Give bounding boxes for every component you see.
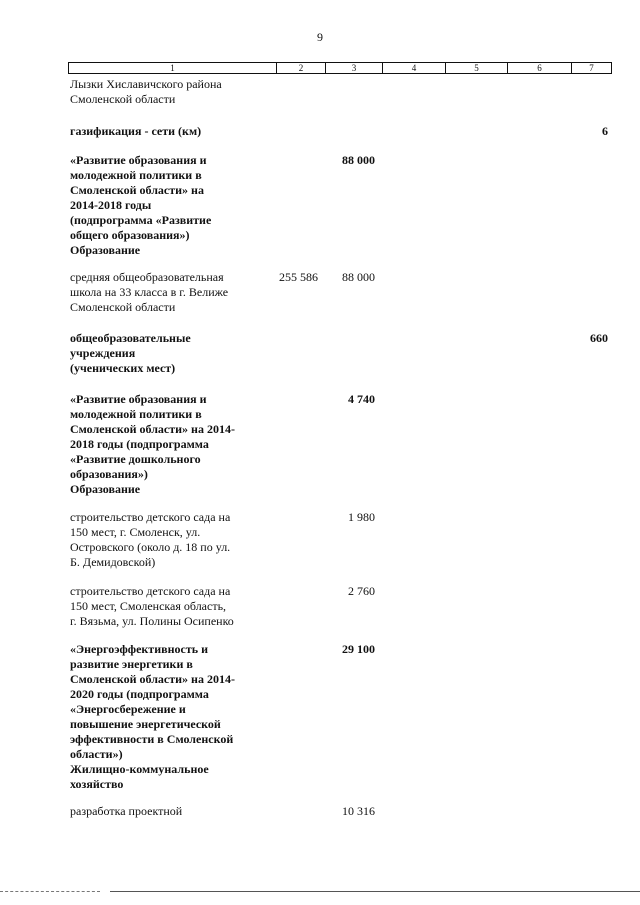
row-name: Лызки Хиславичского района Смоленской области (70, 77, 222, 106)
column-header-3: 3 (326, 63, 383, 73)
row-name: «Развитие образования и молодежной политики в Смоленской области» на 2014- 2018 годы (подпрограмма «Развитие дошкольного образования») Образование (70, 392, 235, 496)
column-header-row (68, 62, 612, 74)
row-name: «Развитие образования и молодежной политики в Смоленской области» на 2014-2018 годы (подпрограмма «Развитие общего образования») Образование (70, 153, 212, 257)
row-value-col3: 88 000 (342, 153, 375, 167)
row-name: разработка проектной (70, 804, 183, 818)
row-name: строительство детского сада на 150 мест, г. Смоленск, ул. Островского (около д. 18 по ул. Б. Демидовской) (70, 510, 231, 569)
row-value-col7: 660 (590, 331, 608, 345)
row-name: «Энергоэффективность и развитие энергетики в Смоленской области» на 2014- 2020 годы (подпрограмма «Энергосбережение и повышение энергетической эффективности в Смоленской области») Жилищно-коммунальное хозяйство (70, 642, 235, 791)
column-header-2: 2 (277, 63, 326, 73)
column-header-1: 1 (69, 63, 277, 73)
row-name: общеобразовательные учреждения (ученических мест) (70, 331, 191, 375)
row-value-col2: 255 586 (279, 270, 318, 284)
row-name: строительство детского сада на 150 мест, Смоленская область, г. Вязьма, ул. Полины Осипенко (70, 584, 234, 628)
row-name: газификация - сети (км) (70, 124, 202, 138)
column-header-7: 7 (589, 63, 594, 73)
column-header-5: 5 (446, 63, 508, 73)
row-value-col7: 6 (602, 124, 608, 138)
row-value-col3: 10 316 (342, 804, 375, 818)
row-value-col3: 88 000 (342, 270, 375, 284)
column-header-4: 4 (383, 63, 446, 73)
bottom-rule (0, 891, 640, 892)
row-value-col3: 4 740 (348, 392, 375, 406)
page-number: 9 (317, 30, 323, 44)
row-value-col3: 2 760 (348, 584, 375, 598)
row-name: средняя общеобразовательная школа на 33 класса в г. Велиже Смоленской области (70, 270, 229, 314)
row-value-col3: 1 980 (348, 510, 375, 524)
row-value-col3: 29 100 (342, 642, 375, 656)
column-header-6: 6 (508, 63, 572, 73)
